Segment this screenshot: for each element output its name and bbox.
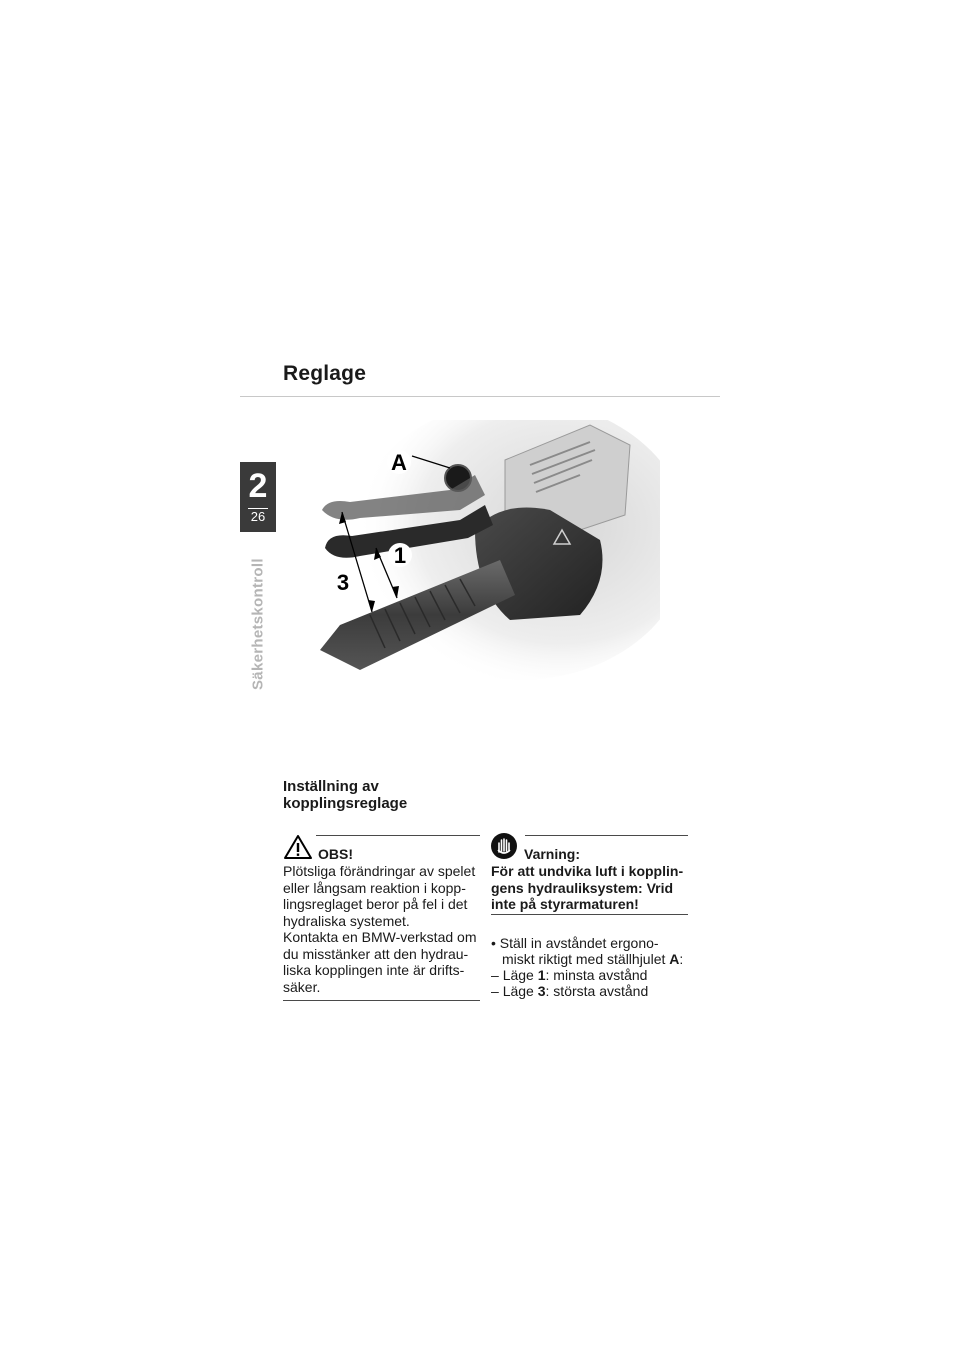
instruction-bullet-text: Ställ in avståndet ergono- xyxy=(499,935,659,951)
clutch-lever-figure xyxy=(300,420,660,680)
page-number: 26 xyxy=(250,509,266,524)
note-label: OBS! xyxy=(318,846,353,862)
label-3: 3 xyxy=(336,570,350,595)
instruction-bullet-continued xyxy=(502,951,683,968)
note-line: du misstänker att den hydrau- xyxy=(283,945,469,962)
dash-symbol: – xyxy=(491,983,503,999)
note-line: Plötsliga förändringar av spelet xyxy=(283,863,476,879)
title-divider xyxy=(240,396,720,397)
item-text: : största avstånd xyxy=(545,983,649,999)
label-1: 1 xyxy=(393,543,407,568)
warning-body xyxy=(491,863,691,913)
warning-line: gens hydrauliksystem: Vrid xyxy=(491,879,674,896)
section-heading xyxy=(283,778,483,812)
bullet-symbol: • xyxy=(491,935,500,951)
page-title: Reglage xyxy=(283,362,367,385)
note-line: lingsreglaget beror på fel i det xyxy=(283,896,468,912)
item-text: Läge xyxy=(502,967,538,983)
note-line: hydraliska systemet. xyxy=(283,912,410,929)
item-text: Läge xyxy=(502,983,538,999)
warning-top-rule xyxy=(525,835,688,836)
instruction-wheel-ref: A xyxy=(669,951,680,967)
dash-symbol: – xyxy=(491,967,503,983)
chapter-number: 2 xyxy=(248,467,268,505)
instruction-text: miskt riktigt med ställhjulet xyxy=(502,951,670,967)
instruction-item-3 xyxy=(491,983,648,1000)
item-number: 1 xyxy=(537,967,546,983)
warning-line: inte på styrarmaturen! xyxy=(491,896,639,912)
warning-bottom-rule xyxy=(491,914,688,915)
instruction-item-1 xyxy=(491,967,647,984)
warning-line: För att undvika luft i kopplin- xyxy=(491,863,684,879)
note-body xyxy=(283,863,483,995)
chapter-side-label: Säkerhetskontroll xyxy=(249,558,267,690)
note-line: säker. xyxy=(283,978,321,995)
note-line: Kontakta en BMW-verkstad om xyxy=(283,929,477,945)
section-heading-line-2: kopplingsreglage xyxy=(283,795,408,812)
instruction-bullet xyxy=(491,935,659,952)
stop-hand-icon xyxy=(490,832,518,860)
exclamation-triangle-icon xyxy=(283,834,313,860)
note-top-rule xyxy=(316,835,480,836)
side-label-container xyxy=(240,540,276,690)
note-bottom-rule xyxy=(283,1000,480,1001)
note-line: liska kopplingen inte är drifts- xyxy=(283,962,465,978)
section-heading-line-1: Inställning av xyxy=(283,778,379,795)
note-line: eller långsam reaktion i kopp- xyxy=(283,879,466,896)
item-text: : minsta avstånd xyxy=(545,967,648,983)
label-a: A xyxy=(391,450,407,475)
warning-label: Varning: xyxy=(524,846,581,862)
item-number: 3 xyxy=(537,983,546,999)
instruction-colon: : xyxy=(679,951,684,967)
